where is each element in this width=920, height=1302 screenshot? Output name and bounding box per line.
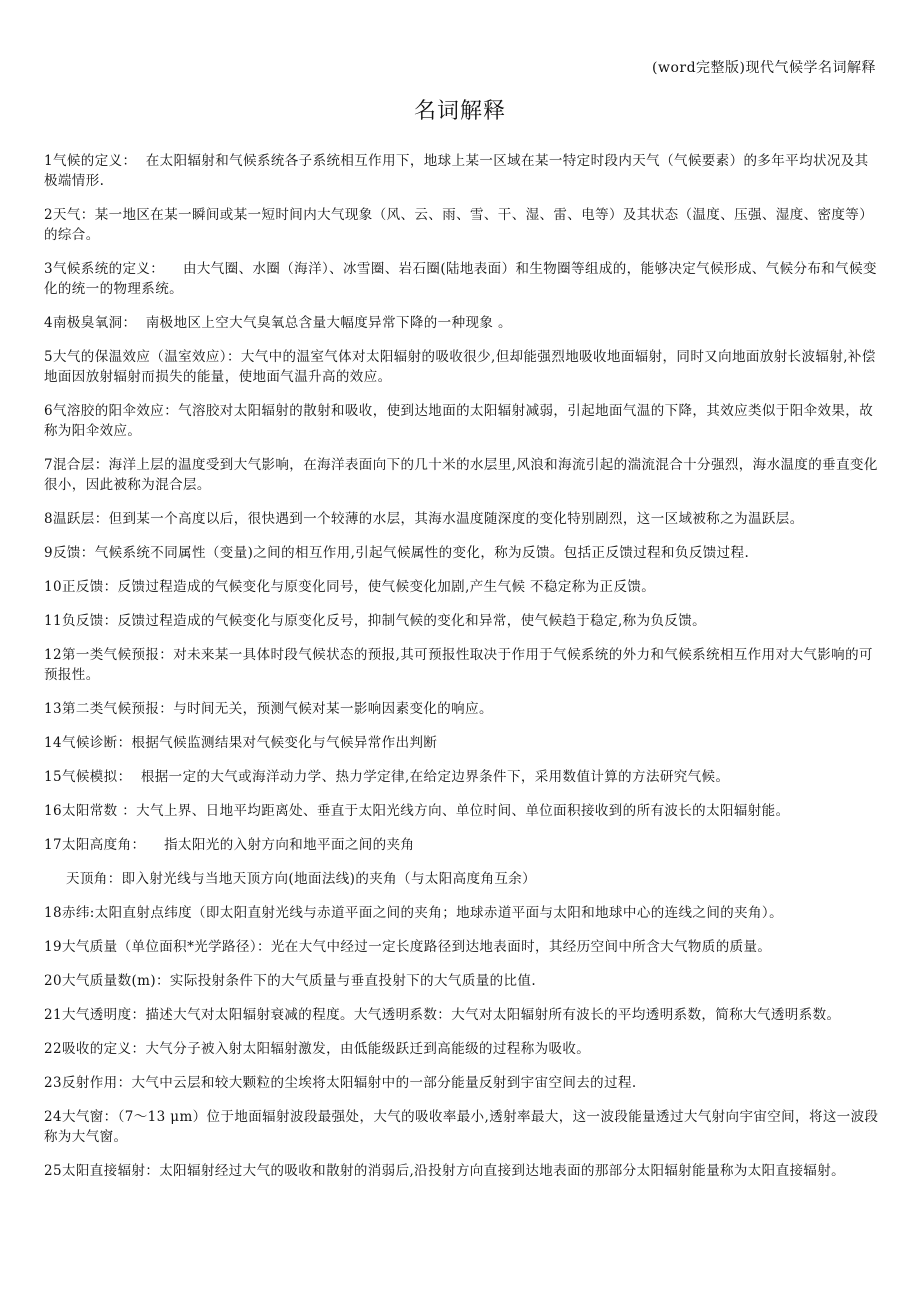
definition-term: 4南极臭氧洞： bbox=[44, 315, 137, 331]
definition-text: （7～13 μm）位于地面辐射波段最强处，大气的吸收率最小,透射率最大，这一波段能量透过大气射向宇宙空间，将这一波段称为大气窗。 bbox=[44, 1109, 879, 1145]
definition-term: 21大气透明度： bbox=[44, 1007, 146, 1023]
definition-text: 太阳直射点纬度（即太阳直射光线与赤道平面之间的夹角；地球赤道平面与太阳和地球中心的连线之间的夹角）。 bbox=[94, 905, 783, 921]
definition-entry bbox=[44, 869, 882, 889]
definition-term: 22吸收的定义： bbox=[44, 1041, 146, 1057]
definition-term: 18赤纬: bbox=[44, 905, 95, 921]
definition-term: 15气候模拟： bbox=[44, 769, 132, 785]
definition-term: 11负反馈： bbox=[44, 613, 118, 629]
definition-text: 但到某一个高度以后，很快遇到一个较薄的水层，其海水温度随深度的变化特别剧烈，这一区域被称之为温跃层。 bbox=[108, 511, 804, 527]
definition-entry bbox=[44, 347, 882, 387]
definition-term: 7混合层： bbox=[44, 457, 109, 473]
definition-term: 5大气的保温效应（温室效应）： bbox=[44, 349, 241, 365]
definition-text: 根据一定的大气或海洋动力学、热力学定律,在给定边界条件下，采用数值计算的方法研究气候。 bbox=[131, 769, 730, 785]
definition-entry bbox=[44, 1039, 882, 1059]
definition-term: 12第一类气候预报： bbox=[44, 647, 174, 663]
definition-entry bbox=[44, 1161, 882, 1181]
definition-term: 25太阳直接辐射： bbox=[44, 1163, 160, 1179]
definition-term: 23反射作用： bbox=[44, 1075, 132, 1091]
definition-entry bbox=[44, 611, 882, 631]
definition-text: 对未来某一具体时段气候状态的预报,其可预报性取决于作用于气候系统的外力和气候系统相互作用对大气影响的可预报性。 bbox=[44, 647, 873, 683]
definition-term: 16太阳常数 ： bbox=[44, 803, 137, 819]
definition-entry bbox=[44, 645, 882, 685]
definition-text: 指太阳光的入射方向和地平面之间的夹角 bbox=[145, 837, 415, 853]
definition-text: 大气中云层和较大颗粒的尘埃将太阳辐射中的一部分能量反射到宇宙空间去的过程. bbox=[131, 1075, 637, 1091]
definition-entry bbox=[44, 205, 882, 245]
definition-text: 海洋上层的温度受到大气影响，在海洋表面向下的几十米的水层里,风浪和海流引起的湍流混合十分强烈，海水温度的垂直变化很小，因此被称为混合层。 bbox=[44, 457, 878, 493]
definition-text: 大气上界、日地平均距离处、垂直于太阳光线方向、单位时间、单位面积接收到的所有波长的太阳辐射能。 bbox=[136, 803, 790, 819]
definition-term: 2天气： bbox=[44, 207, 95, 223]
definition-entry bbox=[44, 313, 882, 333]
definition-entry bbox=[44, 903, 882, 923]
definition-text: 与时间无关，预测气候对某一影响因素变化的响应。 bbox=[173, 701, 493, 717]
definition-entry bbox=[44, 401, 882, 441]
definition-term: 9反馈： bbox=[44, 545, 95, 561]
definition-text: 光在大气中经过一定长度路径到达地表面时，其经历空间中所含大气物质的质量。 bbox=[270, 939, 772, 955]
definition-term: 8温跃层： bbox=[44, 511, 109, 527]
definitions-list bbox=[44, 151, 882, 1195]
definition-text: 大气分子被入射太阳辐射激发，由低能级跃迁到高能级的过程称为吸收。 bbox=[145, 1041, 591, 1057]
definition-entry bbox=[44, 767, 882, 787]
definition-term: 10正反馈： bbox=[44, 579, 118, 595]
definition-entry bbox=[44, 971, 882, 991]
definition-text: 在太阳辐射和气候系统各子系统相互作用下，地球上某一区域在某一特定时段内天气（气候要素）的多年平均状况及其极端情形. bbox=[44, 153, 869, 189]
definition-entry bbox=[44, 937, 882, 957]
definition-text: 反馈过程造成的气候变化与原变化同号，使气候变化加剧,产生气候 不稳定称为正反馈。 bbox=[117, 579, 656, 595]
definition-text: 气溶胶对太阳辐射的散射和吸收，使到达地面的太阳辐射减弱，引起地面气温的下降，其效应类似于阳伞效果，故称为阳伞效应。 bbox=[44, 403, 874, 439]
definition-entry bbox=[44, 1005, 882, 1025]
definition-entry bbox=[44, 577, 882, 597]
definition-entry bbox=[44, 1073, 882, 1093]
definition-term: 17太阳高度角： bbox=[44, 837, 146, 853]
definition-entry bbox=[44, 1107, 882, 1147]
definition-text: 反馈过程造成的气候变化与原变化反号，抑制气候的变化和异常，使气候趋于稳定,称为负反馈。 bbox=[117, 613, 707, 629]
definition-term: 天顶角： bbox=[66, 871, 122, 887]
definition-entry bbox=[44, 151, 882, 191]
definition-entry bbox=[44, 455, 882, 495]
definition-text: 气候系统不同属性（变量)之间的相互作用,引起气候属性的变化，称为反馈。包括正反馈过程和负反馈过程. bbox=[94, 545, 750, 561]
definition-term: 14气候诊断： bbox=[44, 735, 132, 751]
definition-text: 由大气圈、水圈（海洋）、冰雪圈、岩石圈(陆地表面）和生物圈等组成的，能够决定气候形成、气候分布和气候变化的统一的物理系统。 bbox=[44, 261, 877, 297]
definition-term: 24大气窗： bbox=[44, 1109, 118, 1125]
definition-text: 描述大气对太阳辐射衰减的程度。大气透明系数：大气对太阳辐射所有波长的平均透明系数，简称大气透明系数。 bbox=[145, 1007, 841, 1023]
definition-term: 3气候系统的定义： bbox=[44, 261, 165, 277]
definition-term: 1气候的定义： bbox=[44, 153, 137, 169]
definition-term: 20大气质量数(m)： bbox=[44, 973, 170, 989]
definition-text: 大气中的温室气体对太阳辐射的吸收很少,但却能强烈地吸收地面辐射，同时又向地面放射长波辐射,补偿地面因放射辐射而损失的能量，使地面气温升高的效应。 bbox=[44, 349, 876, 385]
definition-text: 南极地区上空大气臭氧总含量大幅度异常下降的一种现象 。 bbox=[136, 315, 512, 331]
definition-text: 实际投射条件下的大气质量与垂直投射下的大气质量的比值. bbox=[169, 973, 537, 989]
definition-entry bbox=[44, 835, 882, 855]
definition-entry bbox=[44, 259, 882, 299]
definition-term: 19大气质量（单位面积*光学路径）： bbox=[44, 939, 271, 955]
definition-text: 太阳辐射经过大气的吸收和散射的消弱后,沿投射方向直接到达地表面的那部分太阳辐射能量称为太阳直接辐射。 bbox=[159, 1163, 846, 1179]
definition-entry bbox=[44, 801, 882, 821]
definition-text: 某一地区在某一瞬间或某一短时间内大气现象（风、云、雨、雪、干、湿、雷、电等）及其状态（温度、压强、湿度、密度等）的综合。 bbox=[44, 207, 874, 243]
running-header: (word完整版)现代气候学名词解释 bbox=[652, 60, 876, 76]
definition-text: 根据气候监测结果对气候变化与气候异常作出判断 bbox=[131, 735, 438, 751]
definition-entry bbox=[44, 509, 882, 529]
page-title: 名词解释 bbox=[413, 99, 506, 124]
definition-entry bbox=[44, 699, 882, 719]
definition-term: 13第二类气候预报： bbox=[44, 701, 174, 717]
definition-term: 6气溶胶的阳伞效应： bbox=[44, 403, 179, 419]
definition-text: 即入射光线与当地天顶方向(地面法线)的夹角（与太阳高度角互余） bbox=[121, 871, 537, 887]
definition-entry bbox=[44, 543, 882, 563]
definition-entry bbox=[44, 733, 882, 753]
